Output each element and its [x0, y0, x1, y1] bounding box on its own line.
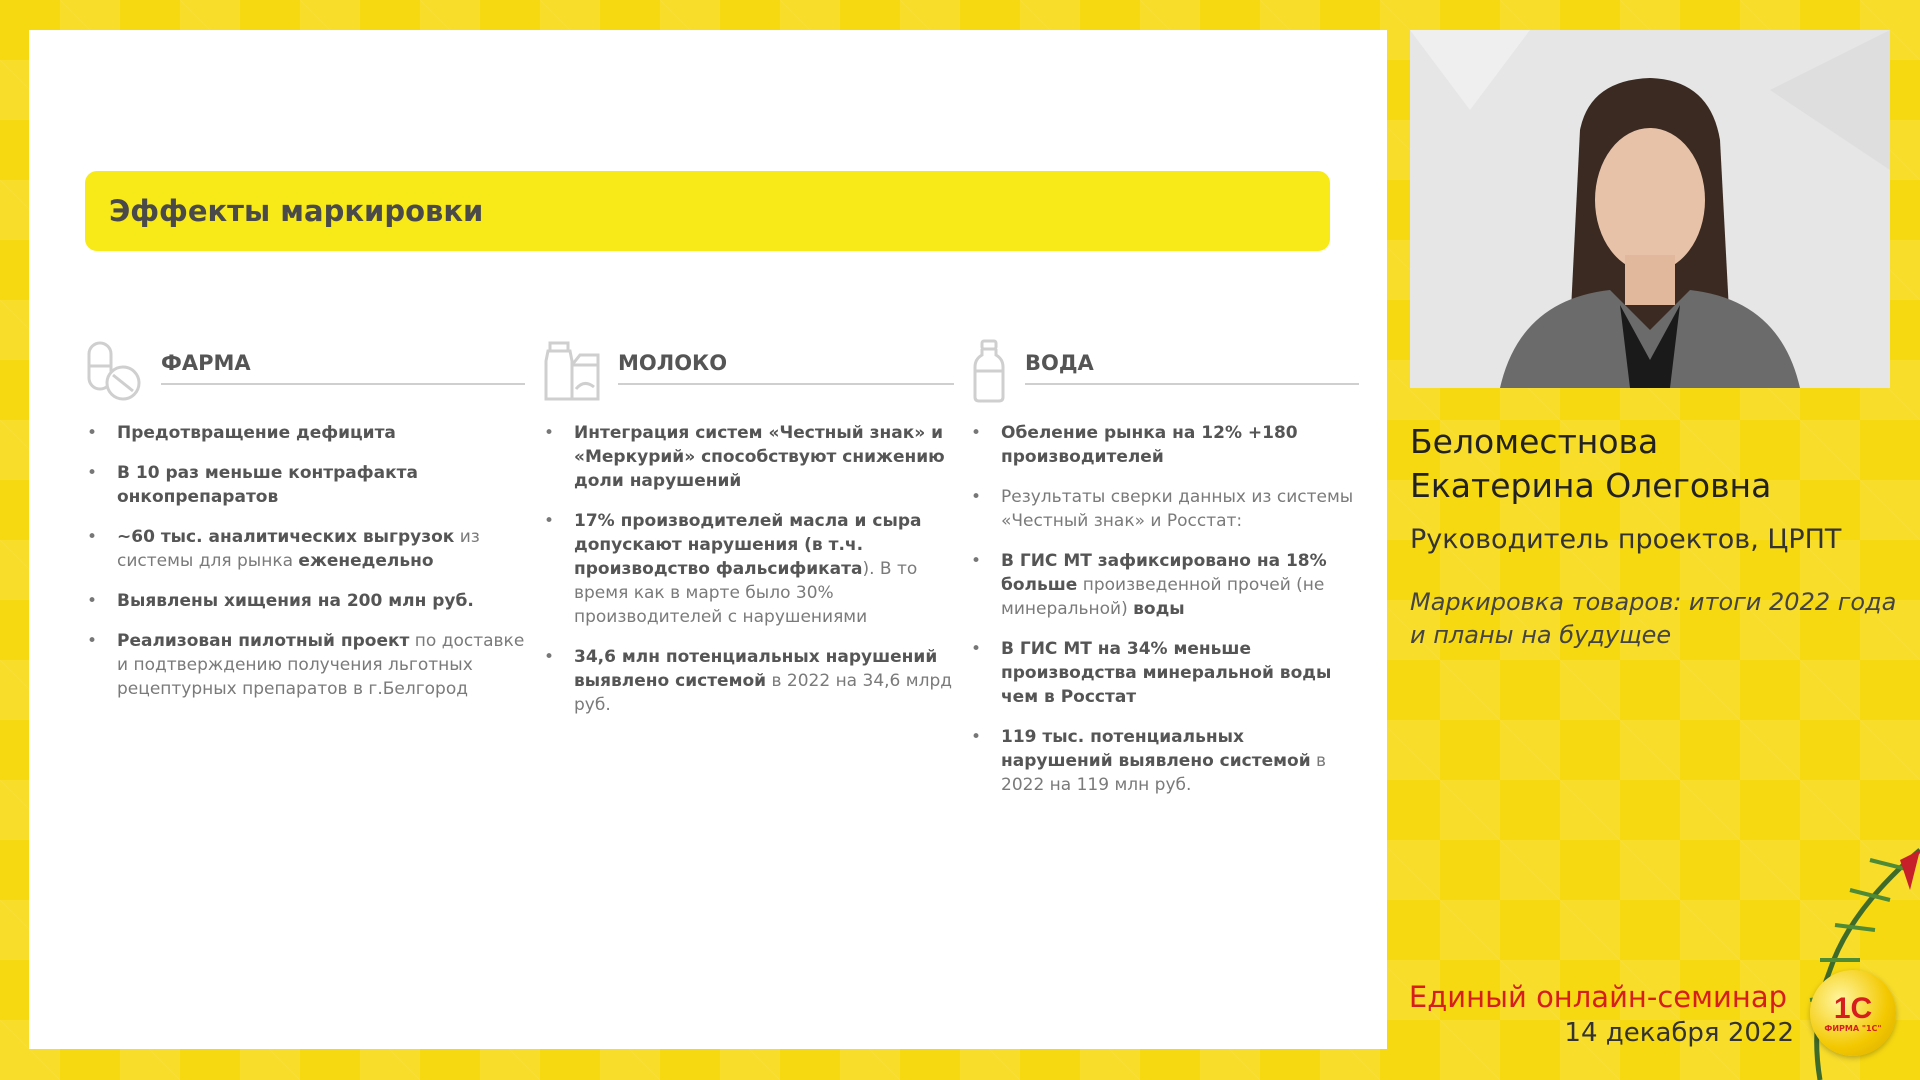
slide-title-bar [85, 171, 1330, 251]
list-item: • Обеление рынка на 12% +180 производителей [969, 421, 1359, 469]
list-item: • 119 тыс. потенциальных нарушений выявлено системой в 2022 на 119 млн руб. [969, 725, 1359, 797]
speaker-role: Руководитель проектов, ЦРПТ [1410, 524, 1842, 555]
list-item: • 17% производителей масла и сыра допускают нарушения (в т.ч. производство фальсификата). В то время как в марте было 30% производителей с нарушениями [542, 509, 954, 629]
column-title: ФАРМА [161, 351, 251, 375]
list-item: • ~60 тыс. аналитических выгрузок из системы для рынка еженедельно [85, 525, 525, 573]
list-item: • Реализован пилотный проект по доставке и подтверждению получения льготных рецептурных препаратов в г.Белгород [85, 629, 525, 701]
column-title: МОЛОКО [618, 351, 728, 375]
list-item: • 34,6 млн потенциальных нарушений выявлено системой в 2022 на 34,6 млрд руб. [542, 645, 954, 717]
1c-logo [1810, 970, 1896, 1056]
presentation-slide [29, 30, 1387, 1049]
speaker-photo [1410, 30, 1890, 388]
slide-title: Эффекты маркировки [109, 194, 484, 228]
milk-list [542, 421, 954, 717]
seminar-date: 14 декабря 2022 [1564, 1018, 1794, 1048]
logo-subtext: ФИРМА "1С" [1824, 1023, 1882, 1033]
pharma-list [85, 421, 525, 701]
seminar-title: Единый онлайн-семинар [1408, 980, 1787, 1014]
water-list [969, 421, 1359, 797]
list-item: • В ГИС МТ зафиксировано на 18% больше произведенной прочей (не минеральной) воды [969, 549, 1359, 621]
talk-title: Маркировка товаров: итоги 2022 года и планы на будущее [1410, 588, 1897, 649]
logo-mark: 1С [1833, 991, 1873, 1025]
list-item: • Интеграция систем «Честный знак» и «Меркурий» способствуют снижению доли нарушений [542, 421, 954, 493]
list-item: • В 10 раз меньше контрафакта онкопрепаратов [85, 461, 525, 509]
speaker-name: Беломестнова Екатерина Олеговна [1410, 422, 1772, 505]
speaker-video [1410, 30, 1890, 388]
list-item: • Выявлены хищения на 200 млн руб. [85, 589, 525, 613]
column-pharma [85, 335, 525, 717]
column-title: ВОДА [1025, 351, 1094, 375]
bottle-icon [969, 339, 1009, 403]
column-water [969, 335, 1359, 813]
list-item: • Предотвращение дефицита [85, 421, 525, 445]
milk-icon [542, 339, 602, 403]
column-milk [542, 335, 954, 733]
pills-icon [85, 339, 145, 403]
list-item: • Результаты сверки данных из системы «Честный знак» и Росстат: [969, 485, 1359, 533]
list-item: • В ГИС МТ на 34% меньше производства минеральной воды чем в Росстат [969, 637, 1359, 709]
